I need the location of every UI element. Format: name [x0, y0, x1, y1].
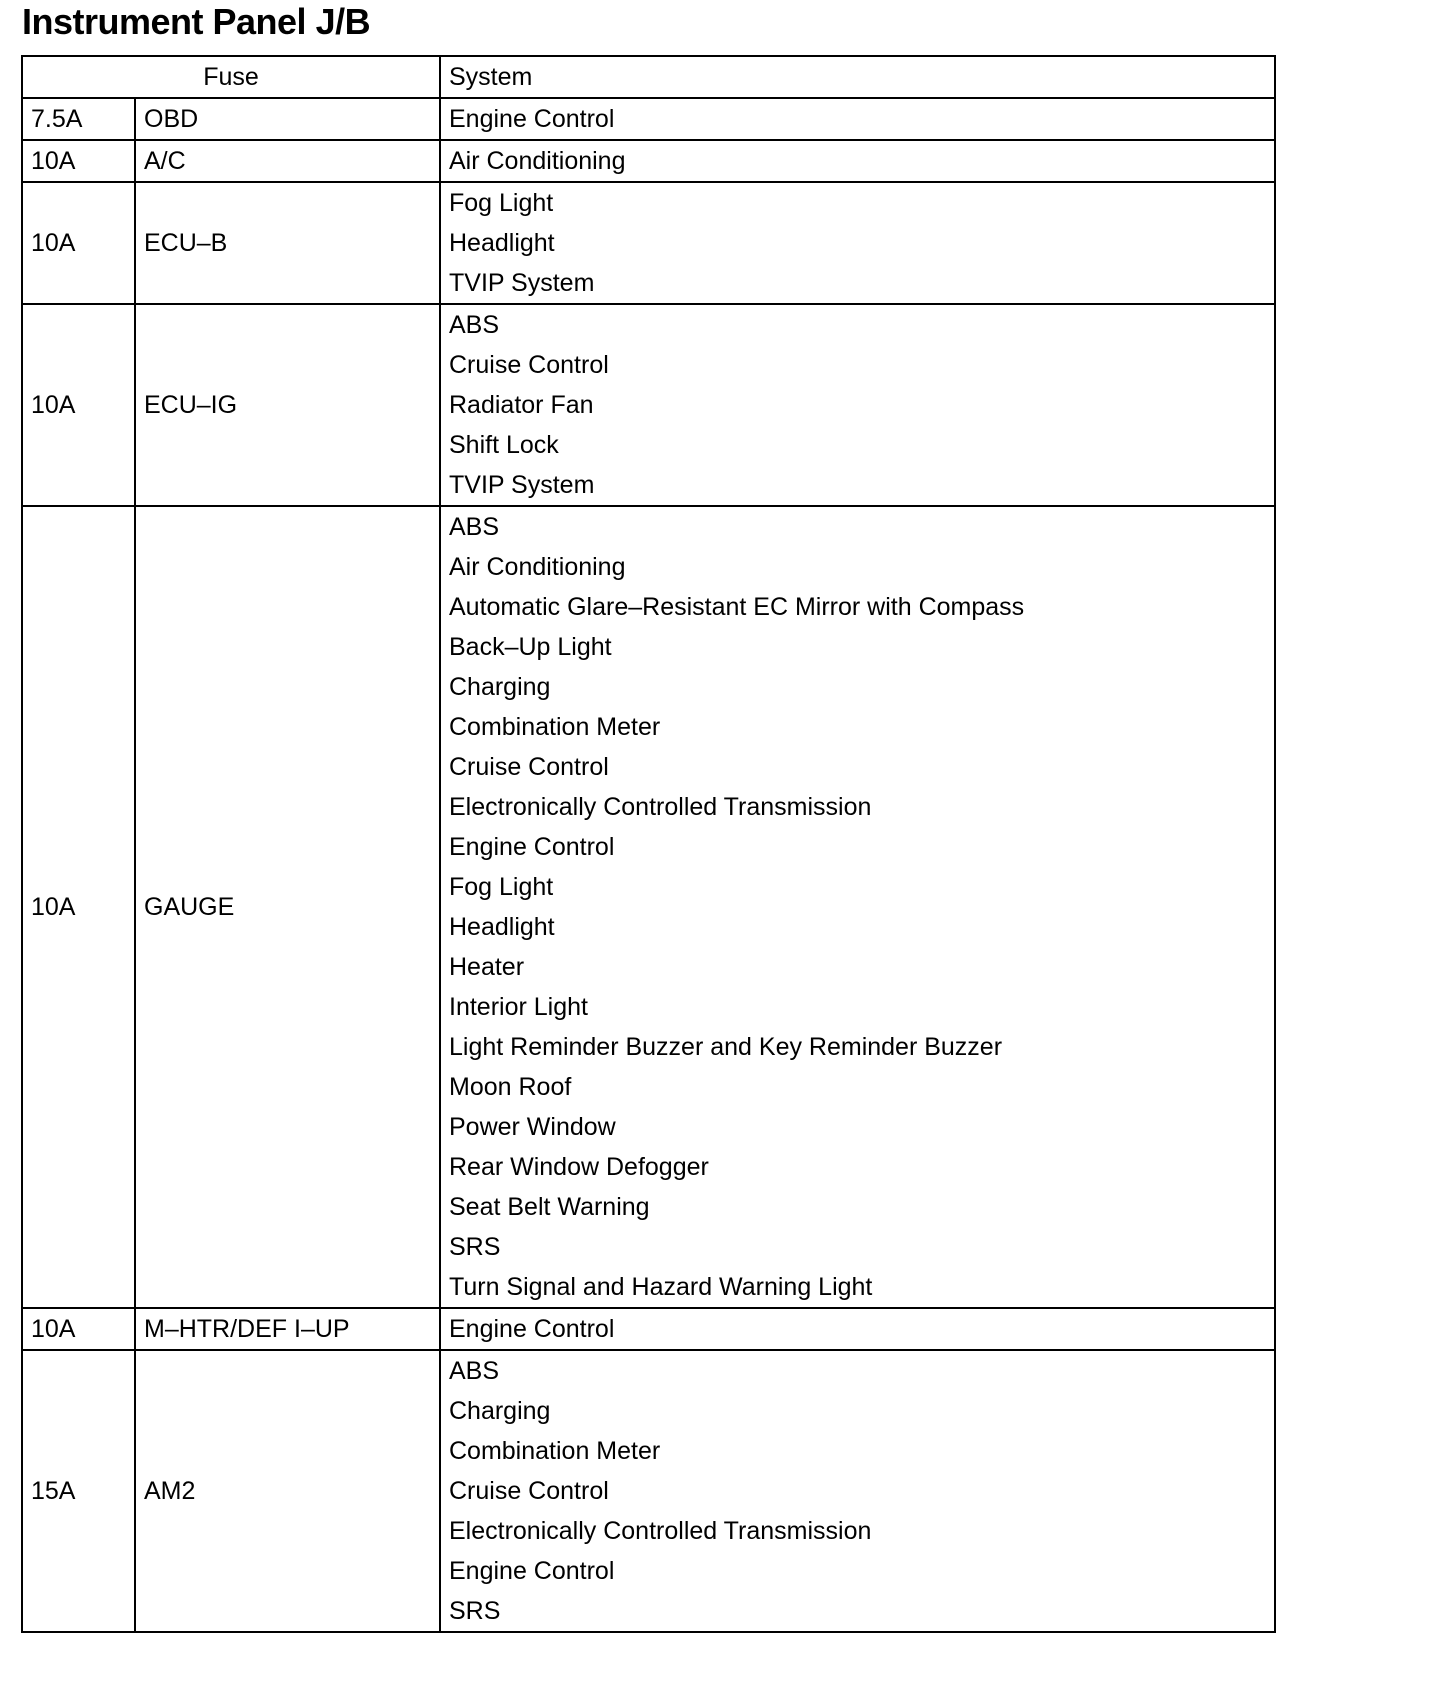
system-item: Electronically Controlled Transmission — [449, 1517, 872, 1545]
system-item: TVIP System — [449, 471, 595, 499]
system-item: Engine Control — [449, 1557, 615, 1585]
fuse-name: ECU–IG — [135, 304, 440, 506]
system-item: Electronically Controlled Transmission — [449, 793, 872, 821]
system-item: Shift Lock — [449, 431, 559, 459]
system-item: TVIP System — [449, 269, 595, 297]
fuse-name: A/C — [135, 140, 440, 182]
system-item: Headlight — [449, 229, 555, 257]
system-item: Engine Control — [449, 105, 615, 133]
system-item: Fog Light — [449, 873, 554, 901]
system-item: Automatic Glare–Resistant EC Mirror with Compass — [449, 593, 1025, 621]
system-item: ABS — [449, 513, 500, 541]
system-item: Turn Signal and Hazard Warning Light — [449, 1273, 873, 1301]
system-list — [440, 506, 1275, 1308]
system-item: Cruise Control — [449, 1477, 609, 1505]
fuse-amperage: 10A — [22, 1308, 135, 1350]
system-item: Headlight — [449, 913, 555, 941]
system-item: Interior Light — [449, 993, 588, 1021]
system-item: Air Conditioning — [449, 147, 626, 175]
system-item: Combination Meter — [449, 1437, 661, 1465]
table-row — [22, 506, 1275, 1308]
table-row — [22, 1350, 1275, 1632]
system-item: Moon Roof — [449, 1073, 572, 1101]
system-list — [440, 182, 1275, 304]
page-title: Instrument Panel J/B — [22, 1, 371, 42]
table-row — [22, 140, 1275, 182]
system-list — [440, 98, 1275, 140]
system-item: Engine Control — [449, 833, 615, 861]
table-row — [22, 98, 1275, 140]
fuse-name: ECU–B — [135, 182, 440, 304]
system-list — [440, 304, 1275, 506]
system-list — [440, 140, 1275, 182]
fuse-amperage: 10A — [22, 182, 135, 304]
system-item: Back–Up Light — [449, 633, 612, 661]
fuse-amperage: 10A — [22, 304, 135, 506]
system-item: Combination Meter — [449, 713, 661, 741]
table-header-row — [22, 56, 1275, 98]
system-item: Charging — [449, 1397, 551, 1425]
system-item: Power Window — [449, 1113, 616, 1141]
system-item: Rear Window Defogger — [449, 1153, 709, 1181]
header-fuse: Fuse — [22, 56, 440, 98]
system-item: Engine Control — [449, 1315, 615, 1343]
fuse-amperage: 7.5A — [22, 98, 135, 140]
system-item: Heater — [449, 953, 525, 981]
system-list — [440, 1350, 1275, 1632]
header-system: System — [440, 56, 1275, 98]
fuse-name: OBD — [135, 98, 440, 140]
system-item: ABS — [449, 1357, 500, 1385]
system-item: Radiator Fan — [449, 391, 594, 419]
fuse-amperage: 15A — [22, 1350, 135, 1632]
table-row — [22, 1308, 1275, 1350]
system-item: Fog Light — [449, 189, 554, 217]
system-item: SRS — [449, 1233, 501, 1261]
fuse-name: AM2 — [135, 1350, 440, 1632]
system-item: SRS — [449, 1597, 501, 1625]
system-item: Air Conditioning — [449, 553, 626, 581]
fuse-name: GAUGE — [135, 506, 440, 1308]
fuse-amperage: 10A — [22, 506, 135, 1308]
table-row — [22, 304, 1275, 506]
system-item: Charging — [449, 673, 551, 701]
system-item: Seat Belt Warning — [449, 1193, 650, 1221]
system-item: Cruise Control — [449, 351, 609, 379]
system-item: Cruise Control — [449, 753, 609, 781]
fuse-amperage: 10A — [22, 140, 135, 182]
system-item: Light Reminder Buzzer and Key Reminder Buzzer — [449, 1033, 1003, 1061]
fuse-table — [21, 55, 1276, 1633]
fuse-name: M–HTR/DEF I–UP — [135, 1308, 440, 1350]
table-row — [22, 182, 1275, 304]
system-item: ABS — [449, 311, 500, 339]
system-list — [440, 1308, 1275, 1350]
